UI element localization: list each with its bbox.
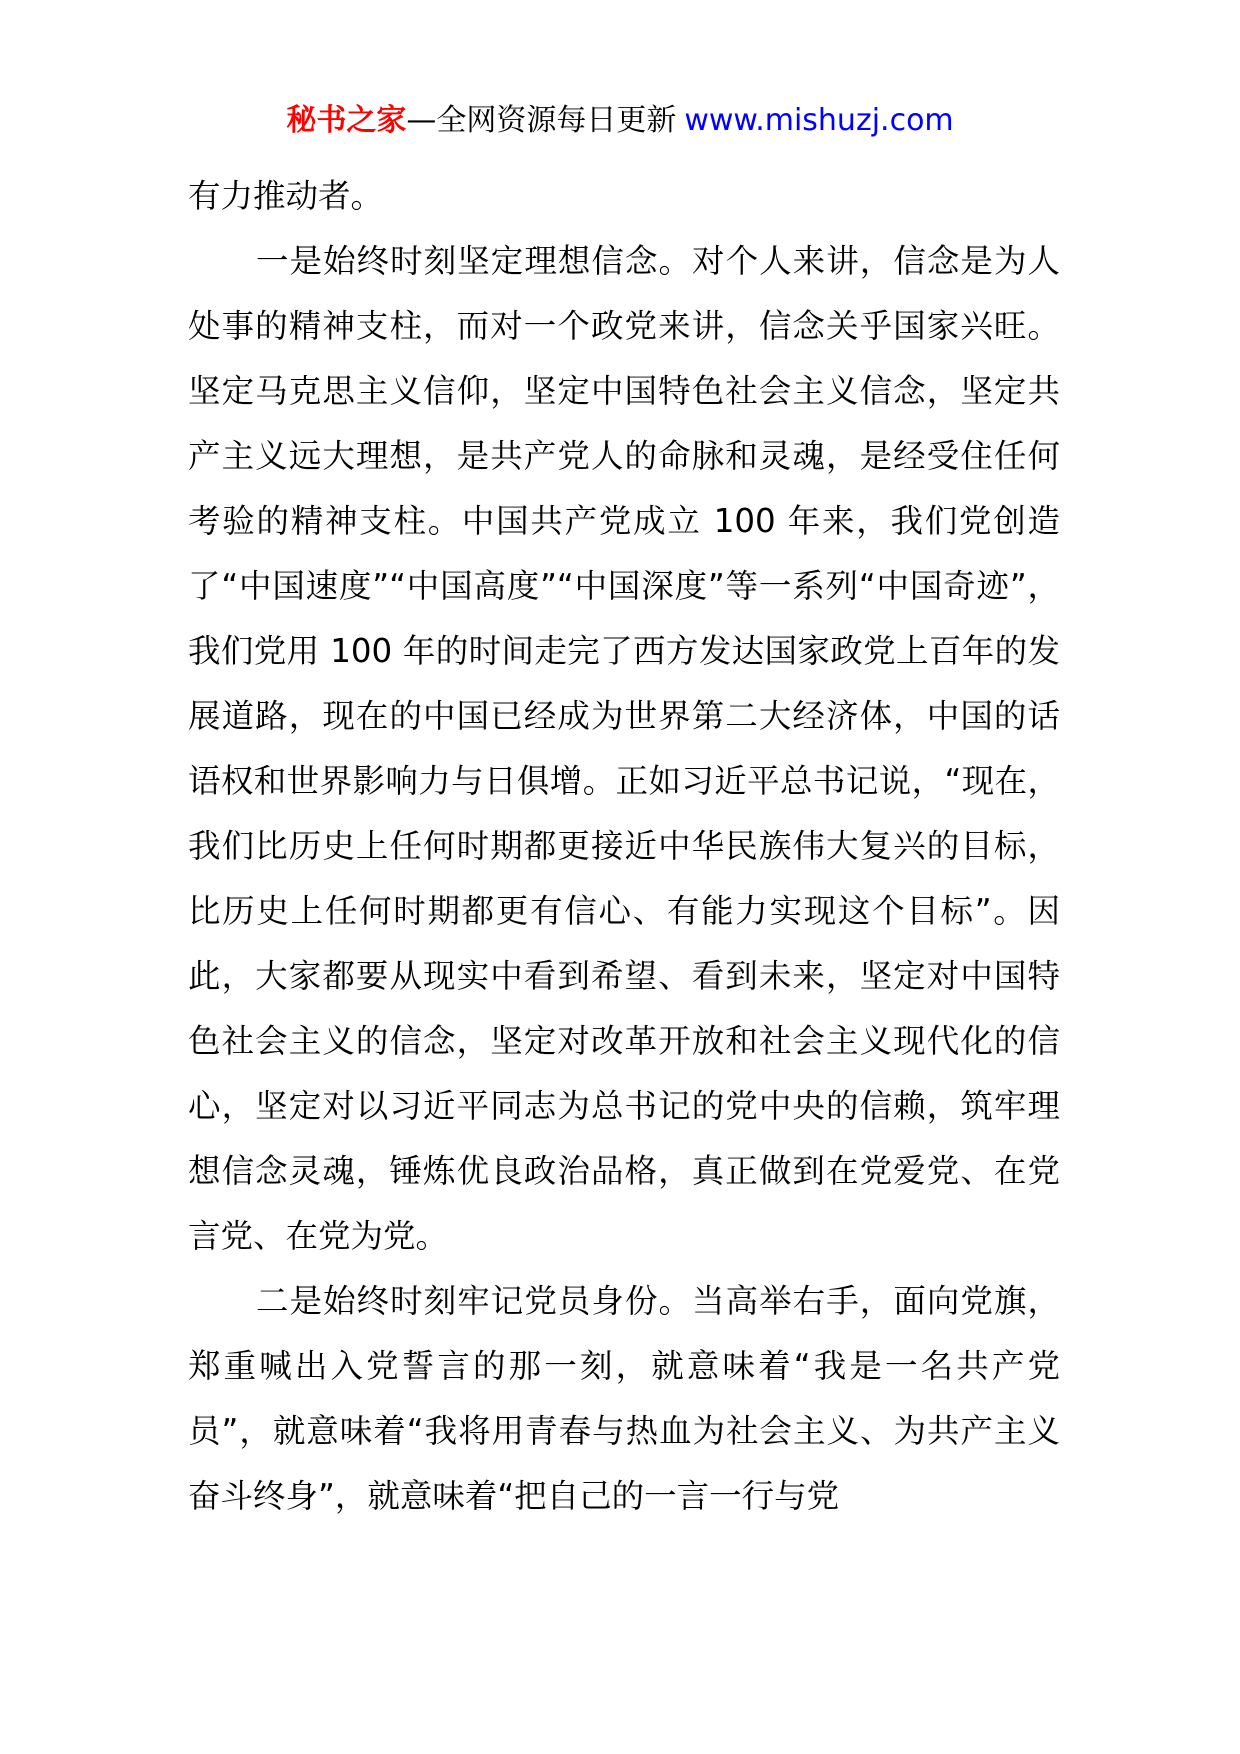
site-brand: 秘书之家 [286,103,407,138]
document-body [188,164,1060,1529]
paragraph-ideals-belief: 一是始终时刻坚定理想信念。对个人来讲，信念是为人处事的精神支柱，而对一个政党来讲，信念关乎国家兴旺。坚定马克思主义信仰，坚定中国特色社会主义信念，坚定共产主义远大理想，是共产党人的命脉和灵魂，是经受住任何考验的精神支柱。中国共产党成立 100 年来，我们党创造了“中国速度”“中国高度”“中国深度”等一系列“中国奇迹”，我们党用 100 年的时间走完了西方发达国家政党上百年的发展道路，现在的中国已经成为世界第二大经济体，中国的话语权和世界影响力与日俱增。正如习近平总书记说，“现在，我们比历史上任何时期都更接近中华民族伟大复兴的目标，比历史上任何时期都更有信心、有能力实现这个目标”。因此，大家都要从现实中看到希望、看到未来，坚定对中国特色社会主义的信念，坚定对改革开放和社会主义现代化的信心，坚定对以习近平同志为总书记的党中央的信赖，筑牢理想信念灵魂，锤炼优良政治品格，真正做到在党爱党、在党言党、在党为党。 [188,242,1060,1255]
site-url-link[interactable]: www.mishuzj.com [684,103,954,138]
site-header [0,101,1240,141]
paragraph-party-identity: 二是始终时刻牢记党员身份。当高举右手，面向党旗，郑重喊出入党誓言的那一刻，就意味着“我是一名共产党员”，就意味着“我将用青春与热血为社会主义、为共产主义奋斗终身”，就意味着“把自己的一言一行与党 [188,1282,1060,1515]
paragraph-continuation: 有力推动者。 [188,177,384,215]
site-tagline: —全网资源每日更新 [406,103,677,138]
